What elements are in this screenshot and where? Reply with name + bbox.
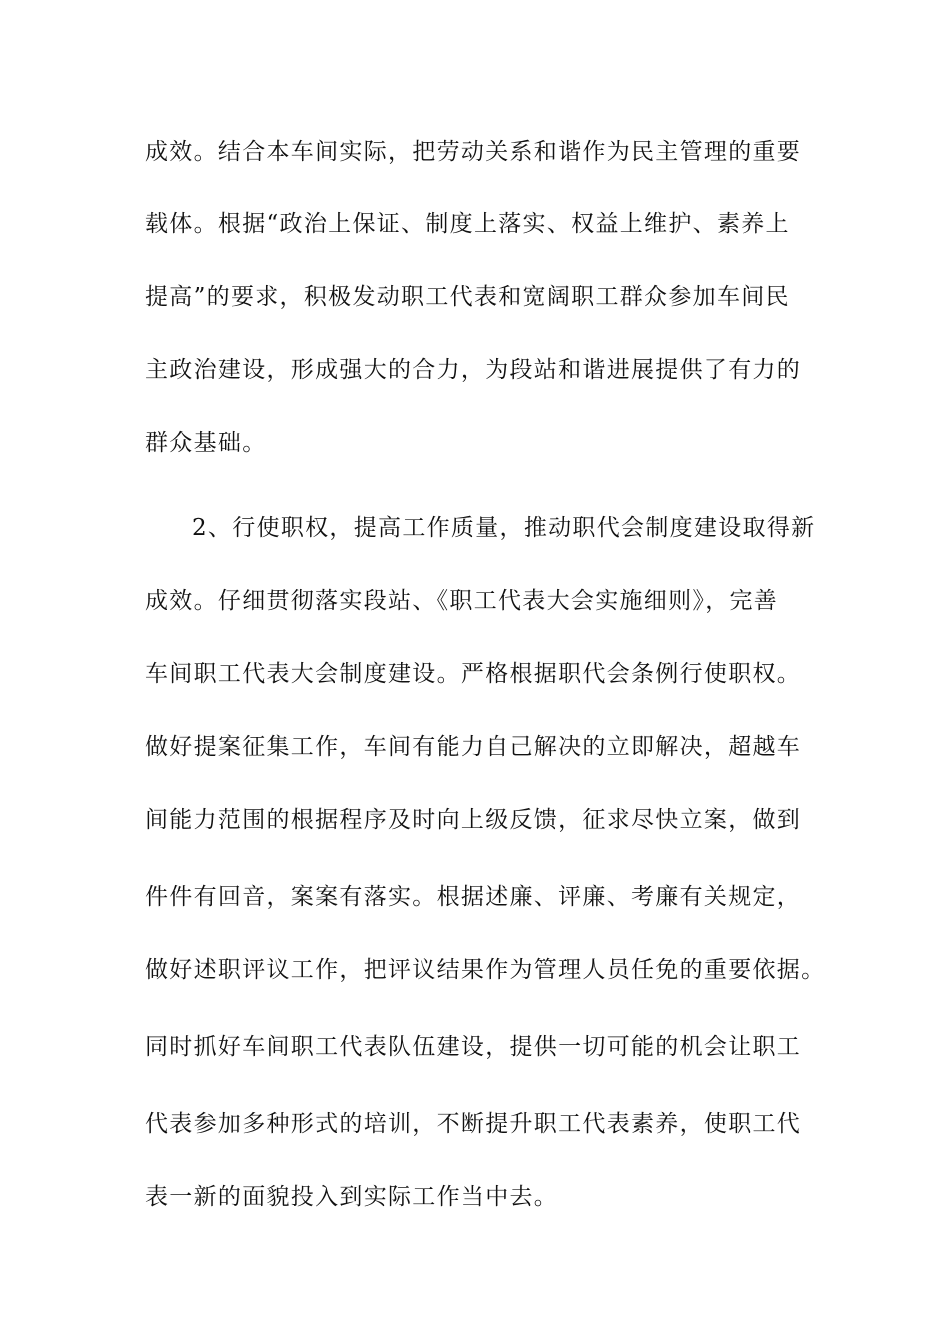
text-line: 表一新的面貌投入到实际工作当中去。 (145, 1184, 559, 1210)
paragraph-heading-line: 2、行使职权，提高工作质量，推动职代会制度建设取得新 (192, 515, 816, 541)
text-line: 成效。仔细贯彻落实段站、《职工代表大会实施细则》，完善 (145, 588, 779, 614)
text-line: 群众基础。 (145, 430, 267, 456)
text-line: 主政治建设，形成强大的合力，为段站和谐进展提供了有力的 (145, 357, 802, 383)
text-line: 间能力范围的根据程序及时向上级反馈，征求尽快立案，做到 (145, 807, 802, 833)
text-line: 件件有回音，案案有落实。根据述廉、评廉、考廉有关规定， (145, 884, 802, 910)
text-line: 代表参加多种形式的培训，不断提升职工代表素养，使职工代 (145, 1111, 802, 1137)
text-line: 做好述职评议工作，把评议结果作为管理人员任免的重要依据。 (145, 957, 826, 983)
text-line: 载体。根据“政治上保证、制度上落实、权益上维护、素养上 (145, 211, 790, 237)
text-line: 成效。结合本车间实际，把劳动关系和谐作为民主管理的重要 (145, 139, 802, 165)
text-line: 车间职工代表大会制度建设。严格根据职代会条例行使职权。 (145, 661, 802, 687)
text-line: 做好提案征集工作，车间有能力自己解决的立即解决，超越车 (145, 734, 802, 760)
text-line: 提高”的要求，积极发动职工代表和宽阔职工群众参加车间民 (145, 284, 790, 310)
text-line: 同时抓好车间职工代表队伍建设，提供一切可能的机会让职工 (145, 1034, 802, 1060)
